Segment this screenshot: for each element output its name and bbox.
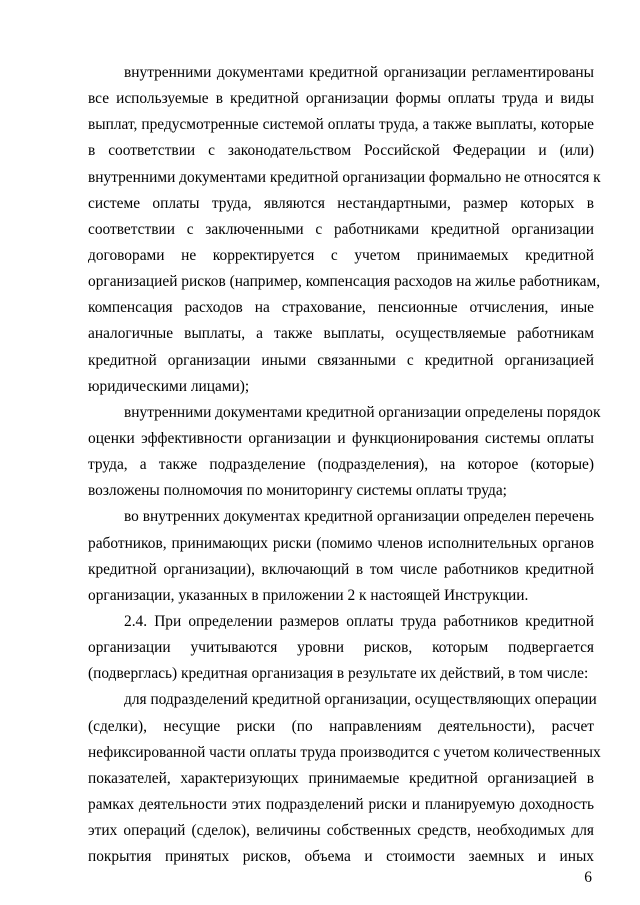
text-line: рамках деятельности этих подразделений риски и планируемую доходность xyxy=(88,795,594,813)
text-line: покрытия принятых рисков, объема и стоимости заемных и иных xyxy=(88,848,594,866)
text-line: аналогичные выплаты, а также выплаты, осуществляемые работникам xyxy=(88,325,594,343)
text-line: системе оплаты труда, являются нестандартными, размер которых в xyxy=(88,194,594,212)
page-number: 6 xyxy=(584,869,592,886)
text-line: возложены полномочия по мониторингу системы оплаты труда; xyxy=(88,482,507,500)
text-line: в соответствии с законодательством Российской Федерации и (или) xyxy=(88,142,594,160)
text-line: оценки эффективности организации и функционирования системы оплаты xyxy=(88,429,594,447)
text-line: кредитной организации), включающий в том числе работников кредитной xyxy=(88,560,594,578)
text-line: для подразделений кредитной организации, осуществляющих операции xyxy=(124,691,597,709)
text-line: организацией рисков (например, компенсация расходов на жилье работникам, xyxy=(88,273,601,291)
body-text xyxy=(88,60,601,870)
text-line: компенсация расходов на страхование, пенсионные отчисления, иные xyxy=(88,299,594,317)
text-line: соответствии с заключенными с работниками кредитной организации xyxy=(88,220,594,238)
text-line: организации учитываются уровни рисков, которым подвергается xyxy=(88,639,594,657)
text-line: (подверглась) кредитная организация в результате их действий, в том числе: xyxy=(88,665,589,683)
text-line: 2.4. При определении размеров оплаты труда работников кредитной xyxy=(124,612,594,630)
text-line: внутренними документами кредитной организации формально не относятся к xyxy=(88,168,601,186)
text-line: этих операций (сделок), величины собственных средств, необходимых для xyxy=(88,822,594,840)
text-line: юридическими лицами); xyxy=(88,377,250,395)
text-line: труда, а также подразделение (подразделения), на которое (которые) xyxy=(88,456,594,474)
text-line: договорами не корректируется с учетом принимаемых кредитной xyxy=(88,246,594,264)
text-line: кредитной организации иными связанными с кредитной организацией xyxy=(88,351,594,369)
text-line: во внутренних документах кредитной организации определен перечень xyxy=(124,508,594,526)
text-line: внутренними документами кредитной организации определены порядок xyxy=(124,403,601,421)
text-line: (сделки), несущие риски (по направлениям деятельности), расчет xyxy=(88,717,594,735)
text-line: выплат, предусмотренные системой оплаты труда, а также выплаты, которые xyxy=(88,116,594,134)
text-line: внутренними документами кредитной организации регламентированы xyxy=(124,64,594,81)
text-line: нефиксированной части оплаты труда производится с учетом количественных xyxy=(88,743,601,761)
text-line: организации, указанных в приложении 2 к настоящей Инструкции. xyxy=(88,586,529,604)
text-line: все используемые в кредитной организации формы оплаты труда и виды xyxy=(88,90,594,108)
text-line: работников, принимающих риски (помимо членов исполнительных органов xyxy=(88,534,594,552)
text-line: показателей, характеризующих принимаемые кредитной организацией в xyxy=(88,769,594,787)
